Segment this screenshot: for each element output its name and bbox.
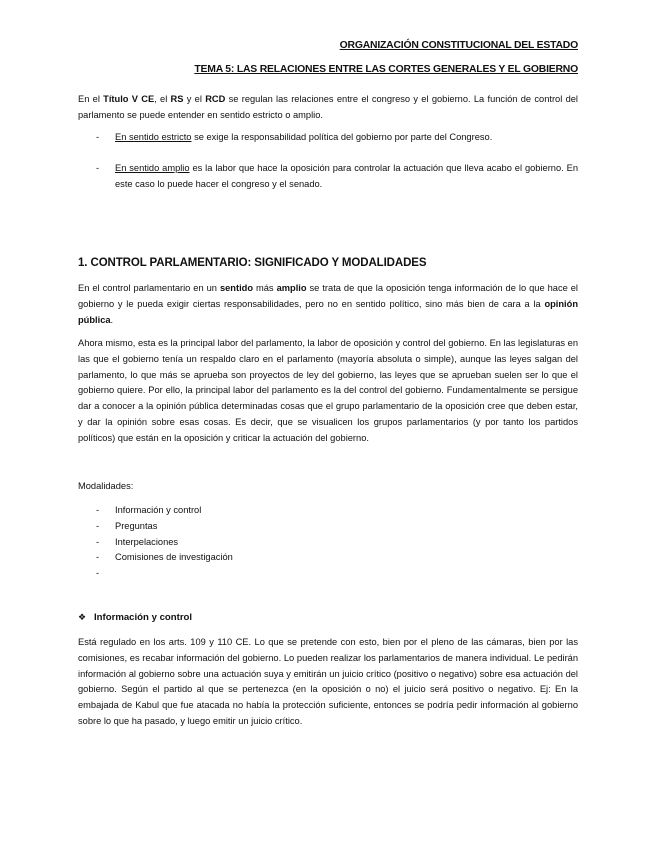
bullet-dash: - [96, 163, 100, 173]
intro-bold-titulo: Título V CE [103, 94, 155, 104]
intro-bold-rcd: RCD [205, 94, 226, 104]
list-item [78, 503, 578, 519]
list-item [78, 550, 578, 566]
section-heading: 1. CONTROL PARLAMENTARIO: SIGNIFICADO Y MODALIDADES [78, 257, 427, 269]
list-item-text: Información y control [115, 505, 202, 515]
subsection-heading [78, 612, 192, 623]
intro-text-1: En el [78, 94, 104, 104]
bullet-dash: - [96, 132, 100, 142]
modalidades-list [78, 503, 578, 582]
subsection-heading-text: Información y control [94, 612, 193, 623]
intro-text-4: se regulan las relaciones entre el congreso y el gobierno. La función de control del parlamento se puede entender en sentido estricto o amplio. [78, 94, 578, 120]
bullet-dash: - [96, 536, 100, 547]
bullet-dash: - [96, 552, 100, 563]
diamond-bullet-icon: ❖ [78, 612, 87, 622]
list-item-text: Comisiones de investigación [115, 552, 233, 563]
para1-text-mid: más [253, 283, 277, 293]
section-paragraph-1 [78, 281, 578, 328]
bullet-dash: - [96, 568, 100, 579]
bullet-lead-broad: En sentido amplio [115, 163, 190, 173]
para1-text-c: se trata de que la oposición tenga información de lo que hace el gobierno y le pueda exigir ciertas responsabilidades, pero no en sentido político, sino más bien de cara a la [78, 283, 578, 309]
bullet-text-strict: se exige la responsabilidad política del gobierno por parte del Congreso. [191, 132, 493, 142]
section-paragraph-2: Ahora mismo, esta es la principal labor del parlamento, la labor de oposición y control del gobierno. En las legislaturas en las que el gobierno tenía un respaldo claro en el parlamento (mayoría absoluta o simple), aunque las leyes salgan del parlamento, lo que más se aprueba son proyectos de ley del gobierno, las leyes que se aprueban suelen ser lo que el gobierno quiere. Por ello, la principal labor del parlamento es la del control del gobierno. Fundamentalmente se persigue dar a conocer a la opinión pública determinadas cosas que el grupo parlamentario de la oposición cree que deben estar, y dar la opinión sobre esas cosas. Es decir, que se visualicen los grupos parlamentarios (y por tanto los partidos políticos) que están en la oposición y criticar la actuación del gobierno. [78, 338, 578, 443]
para1-text-d: . [110, 314, 114, 325]
intro-bold-rs: RS [170, 94, 184, 104]
intro-text-2: , el [154, 94, 171, 104]
list-item [78, 566, 578, 582]
list-item [78, 519, 578, 535]
para1-bold-opinion: opinión pública [78, 298, 578, 325]
bullet-dash: - [96, 520, 100, 531]
bullet-lead-strict: En sentido estricto [115, 132, 192, 142]
subsection-paragraph: Está regulado en los arts. 109 y 110 CE. Lo que se pretende con esto, bien por el pleno de las cámaras, bien por las comisiones, es recabar información del gobierno. Lo pueden realizar los parlamentarios de manera individual. Le pedirán información al gobierno sobre una actuación suya y emitirán un juicio crítico (positivo o negativo) sobre esa actuación del gobierno. Según el partido al que se pertenezca (en la oposición o no) el juicio será positivo o negativo. Ej: En la embajada de Kabul que fue atacada no había la protección suficiente, entonces se podría pedir información al gobierno sobre lo que ha pasado, y luego emitir un juicio crítico. [78, 637, 578, 726]
intro-text-3: y el [183, 94, 206, 104]
para1-text-a: En el control parlamentario en un [78, 283, 220, 293]
list-item-text: Interpelaciones [115, 536, 179, 547]
para1-bold-sentido: sentido [219, 283, 254, 293]
header-course-title: ORGANIZACIÓN CONSTITUCIONAL DEL ESTADO [339, 40, 578, 51]
bullet-text-broad: es la labor que hace la oposición para controlar la actuación que lleva acabo el gobierno. En este caso lo puede hacer el congreso y el senado. [115, 163, 578, 189]
intro-paragraph [78, 92, 578, 124]
header-topic-title: TEMA 5: LAS RELACIONES ENTRE LAS CORTES GENERALES Y EL GOBIERNO [194, 64, 578, 75]
modalidades-label: Modalidades: [78, 481, 134, 491]
para1-bold-amplio: amplio [276, 283, 307, 293]
bullet-dash: - [96, 505, 100, 515]
list-item-text: Preguntas [115, 520, 158, 531]
list-item [78, 535, 578, 551]
